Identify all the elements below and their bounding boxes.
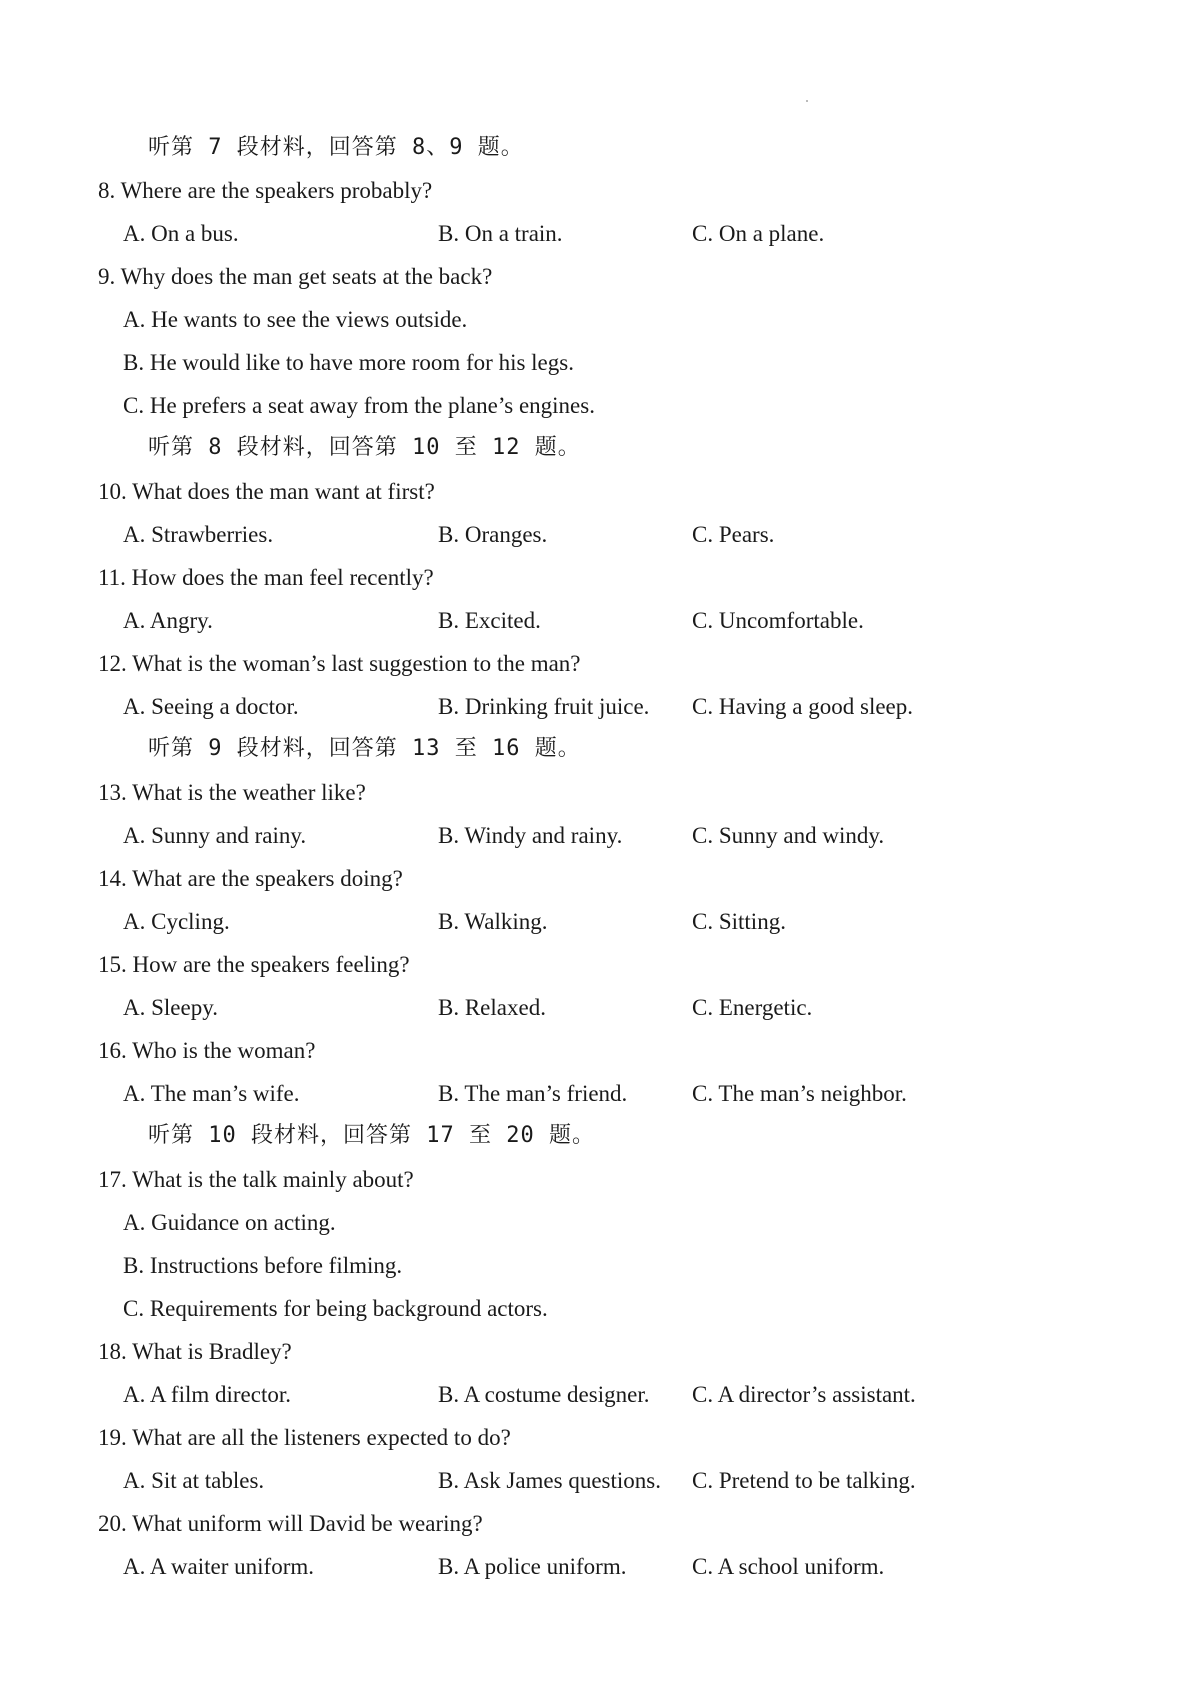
- section-heading: 听第 10 段材料，回答第 17 至 20 题。: [148, 1123, 595, 1148]
- option-c: C. Sitting.: [692, 909, 786, 934]
- option-c: C. A director’s assistant.: [692, 1382, 916, 1407]
- option-a: A. He wants to see the views outside.: [123, 307, 468, 332]
- option-a: A. Cycling.: [123, 909, 230, 934]
- option-b: B. Relaxed.: [438, 995, 546, 1020]
- option-b: B. Ask James questions.: [438, 1468, 661, 1493]
- question-stem: 8. Where are the speakers probably?: [98, 178, 433, 203]
- option-c: C. Having a good sleep.: [692, 694, 914, 719]
- option-a: A. Sunny and rainy.: [123, 823, 307, 848]
- option-c: C. On a plane.: [692, 221, 825, 246]
- question-stem: 15. How are the speakers feeling?: [98, 952, 410, 977]
- option-c: C. A school uniform.: [692, 1554, 885, 1579]
- option-b: B. A police uniform.: [438, 1554, 627, 1579]
- option-a: A. Guidance on acting.: [123, 1210, 336, 1235]
- option-b: B. On a train.: [438, 221, 563, 246]
- question-stem: 16. Who is the woman?: [98, 1038, 316, 1063]
- option-a: A. A waiter uniform.: [123, 1554, 314, 1579]
- option-a: A. Sit at tables.: [123, 1468, 265, 1493]
- section-heading: 听第 7 段材料，回答第 8、9 题。: [148, 135, 524, 160]
- option-a: A. Sleepy.: [123, 995, 218, 1020]
- option-a: A. Seeing a doctor.: [123, 694, 299, 719]
- option-b: B. Windy and rainy.: [438, 823, 623, 848]
- option-c: C. He prefers a seat away from the plane’s engines.: [123, 393, 595, 418]
- option-c: C. The man’s neighbor.: [692, 1081, 907, 1106]
- question-stem: 13. What is the weather like?: [98, 780, 366, 805]
- option-b: B. The man’s friend.: [438, 1081, 628, 1106]
- option-c: C. Pears.: [692, 522, 775, 547]
- question-stem: 10. What does the man want at first?: [98, 479, 435, 504]
- question-stem: 12. What is the woman’s last suggestion to the man?: [98, 651, 581, 676]
- option-a: A. Strawberries.: [123, 522, 274, 547]
- section-heading: 听第 8 段材料，回答第 10 至 12 题。: [148, 435, 581, 460]
- option-b: B. Instructions before filming.: [123, 1253, 403, 1278]
- question-stem: 18. What is Bradley?: [98, 1339, 292, 1364]
- option-c: C. Requirements for being background actors.: [123, 1296, 548, 1321]
- question-stem: 9. Why does the man get seats at the back?: [98, 264, 493, 289]
- option-a: A. A film director.: [123, 1382, 292, 1407]
- question-stem: 20. What uniform will David be wearing?: [98, 1511, 483, 1536]
- option-b: B. A costume designer.: [438, 1382, 650, 1407]
- speck-mark: [806, 100, 808, 102]
- option-b: B. Drinking fruit juice.: [438, 694, 650, 719]
- option-c: C. Energetic.: [692, 995, 813, 1020]
- option-b: B. Excited.: [438, 608, 541, 633]
- question-stem: 11. How does the man feel recently?: [98, 565, 434, 590]
- option-b: B. Oranges.: [438, 522, 548, 547]
- option-c: C. Pretend to be talking.: [692, 1468, 916, 1493]
- question-stem: 17. What is the talk mainly about?: [98, 1167, 414, 1192]
- option-a: A. The man’s wife.: [123, 1081, 300, 1106]
- option-c: C. Sunny and windy.: [692, 823, 885, 848]
- option-a: A. Angry.: [123, 608, 213, 633]
- option-a: A. On a bus.: [123, 221, 239, 246]
- option-c: C. Uncomfortable.: [692, 608, 864, 633]
- section-heading: 听第 9 段材料，回答第 13 至 16 题。: [148, 736, 581, 761]
- question-stem: 19. What are all the listeners expected to do?: [98, 1425, 511, 1450]
- question-stem: 14. What are the speakers doing?: [98, 866, 403, 891]
- option-b: B. Walking.: [438, 909, 548, 934]
- option-b: B. He would like to have more room for his legs.: [123, 350, 574, 375]
